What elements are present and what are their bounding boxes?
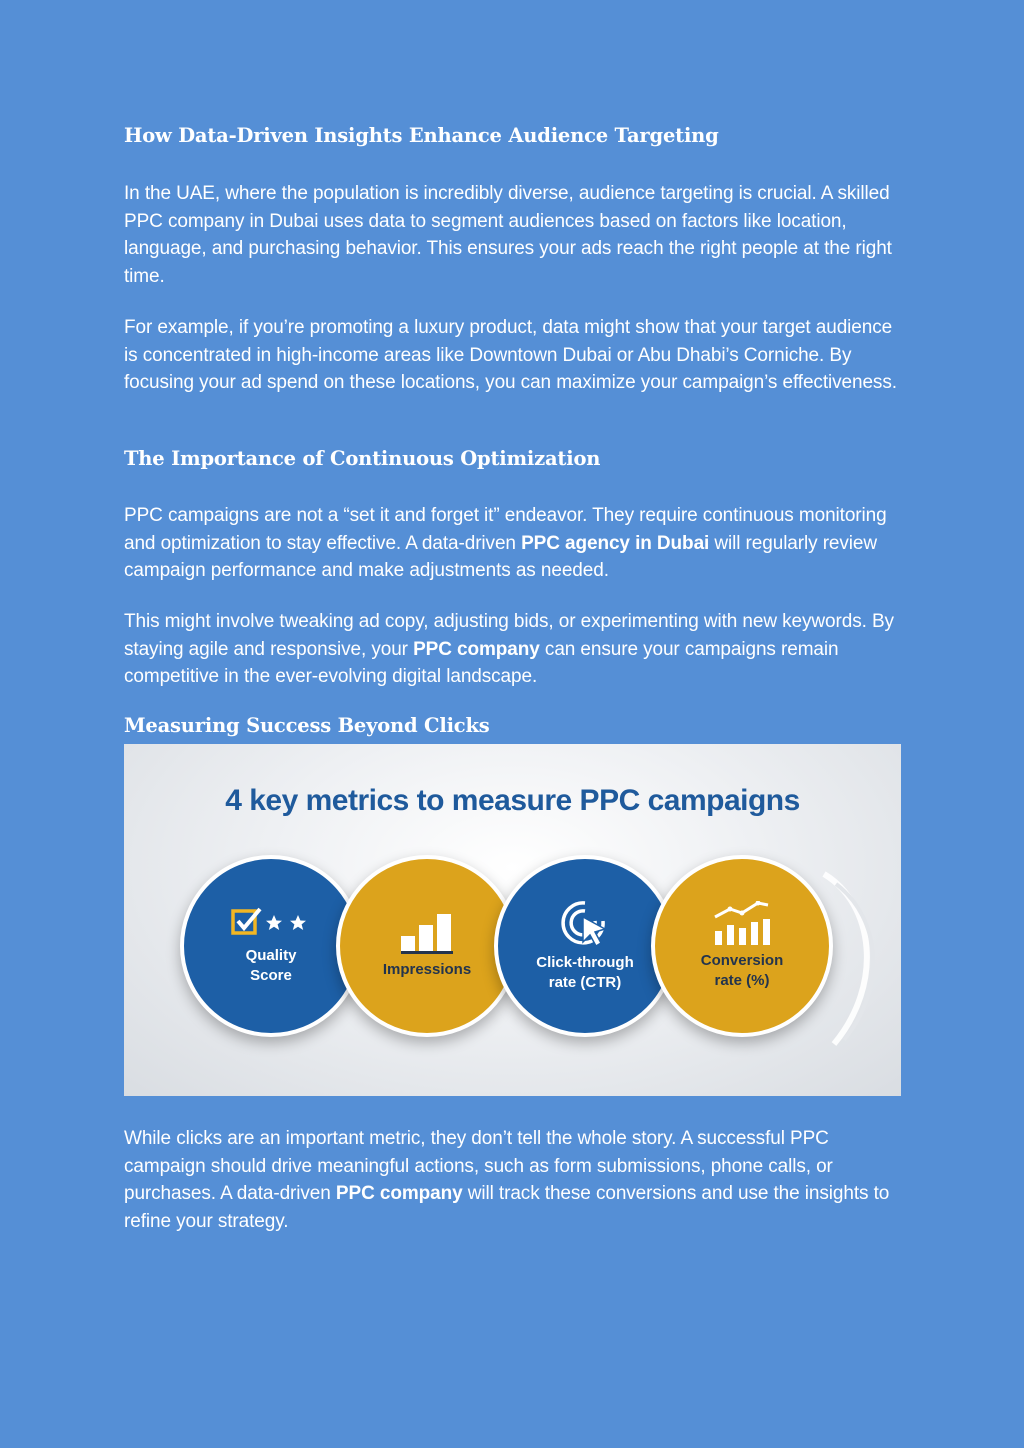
metric-quality-score bbox=[180, 855, 362, 1037]
metric-label: Quality Score bbox=[245, 947, 297, 984]
metrics-infographic bbox=[124, 744, 901, 1096]
metric-label: Click-through rate (CTR) bbox=[536, 954, 634, 991]
heading-measuring-success: Measuring Success Beyond Clicks bbox=[124, 714, 490, 737]
keyword-ppc-company-2: PPC company bbox=[335, 1183, 463, 1204]
keyword-ppc-company: PPC company bbox=[413, 638, 540, 660]
paragraph-optimization-2: This might involve tweaking ad copy, adjusting bids, or experimenting with new keywords. By staying agile and responsive, your PPC company can ensure your campaigns remain competitive in the ever-evolving digital landscape. bbox=[124, 611, 894, 687]
infographic-title: 4 key metrics to measure PPC campaigns bbox=[225, 784, 800, 817]
paragraph-measuring-1: While clicks are an important metric, they don’t tell the whole story. A successful PPC campaign should drive meaningful actions, such as form submissions, phone calls, or purchases. A data-driven PPC company will track these conversions and use the insights to refine your strategy. bbox=[124, 1128, 890, 1232]
metric-label: Impressions bbox=[382, 961, 472, 978]
metric-label: Conversion rate (%) bbox=[700, 952, 784, 989]
keyword-ppc-agency-dubai: PPC agency in Dubai bbox=[521, 532, 710, 554]
metric-impressions bbox=[336, 855, 518, 1037]
cursor-click-icon bbox=[559, 899, 611, 949]
bar-trend-icon bbox=[712, 901, 772, 947]
heading-audience-targeting: How Data-Driven Insights Enhance Audience Targeting bbox=[124, 124, 719, 147]
paragraph-audience-1: In the UAE, where the population is incredibly diverse, audience targeting is crucial. A skilled PPC company in Dubai uses data to segment audiences based on factors like location, language, and purchasing behavior. This ensures your ads reach the right people at the right time. bbox=[124, 183, 892, 287]
paragraph-audience-2: For example, if you’re promoting a luxury product, data might show that your target audience is concentrated in high-income areas like Downtown Dubai or Abu Dhabi’s Corniche. By focusing your ad spend on these locations, you can maximize your campaign’s effectiveness. bbox=[124, 317, 897, 393]
metric-conversion-rate bbox=[651, 855, 833, 1037]
bar-steps-icon bbox=[399, 912, 455, 954]
paragraph-optimization-1: PPC campaigns are not a “set it and forget it” endeavor. They require continuous monitoring and optimization to stay effective. A data-driven PPC agency in Dubai will regularly review campaign performance and make adjustments as needed. bbox=[124, 505, 887, 581]
checkbox-stars-icon bbox=[230, 906, 312, 940]
heading-continuous-optimization: The Importance of Continuous Optimization bbox=[124, 447, 601, 470]
metric-click-through-rate bbox=[494, 855, 676, 1037]
